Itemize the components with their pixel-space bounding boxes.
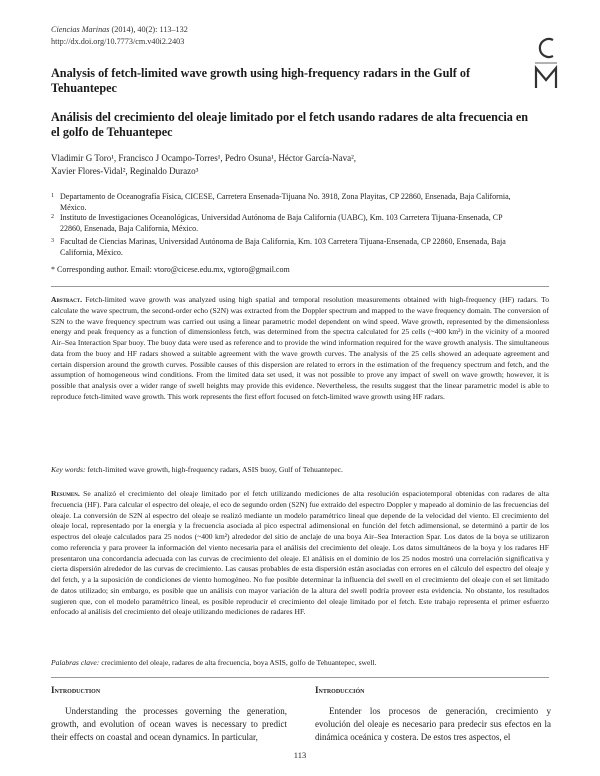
- palabras-clave: [51, 657, 549, 668]
- authors-line-2: Xavier Flores-Vidal², Reginaldo Durazo³: [51, 166, 199, 176]
- keywords: [51, 464, 549, 475]
- introduction-paragraph: Understanding the processes governing the generation, growth, and evolution of ocean waves is necessary to predict their effects on coastal and ocean dynamics. In particular,: [51, 706, 287, 742]
- palabras-label: Palabras clave:: [51, 658, 100, 667]
- divider: [51, 677, 549, 678]
- affiliation-number: 3: [51, 238, 54, 244]
- affiliation-number: 1: [51, 193, 54, 199]
- cm-journal-logo: [533, 30, 559, 92]
- keywords-label: Key words:: [51, 465, 86, 474]
- introduction-heading: Introduction: [51, 685, 101, 695]
- affiliation-number: 2: [51, 214, 54, 220]
- page-number: 113: [293, 750, 307, 760]
- journal-citation: (2014), 40(2): 113–132: [109, 25, 188, 34]
- abstract-body: Fetch-limited wave growth was analyzed using high spatial and temporal resolution measurements obtained with high-frequency (HF) radars. To calculate the wave spectrum, the second-order echo (S2N) was extracted from the Doppler spectrum and mapped to the wave frequency domain. The conversion of S2N to the wave frequency spectrum was carried out using a linear parametric model dependent on wind speed. Wave growth, represented by the dimensionless energy and peak frequency as a function of dimensionless fetch, was determined from the spectra calculated for 25 cells (~400 km²) in the vicinity of a moored Air–Sea Interaction Spar buoy. The buoy data were used as reference and to provide the wind information required for the wave growth analysis. The simultaneous data from the buoy and HF radars showed a suitable agreement with the wave growth curves. The analysis of the 25 cells showed an adequate agreement and certain dispersion around the growth curves. Possible causes of this dispersion are related to errors in the estimation of the frequency spectrum and fetch, and the assumption of homogeneous wind conditions. From the limited data set used, it was not possible to prove any impact of swell on wave growth; however, it is possible that analysis over a wider range of swell heights may provide this evidence. Nevertheless, the results suggest that the linear parametric model is able to reproduce fetch-limited wave growth. This work represents the first effort focused on fetch-limited wave growth using HF radars.: [51, 295, 549, 401]
- author-list: [51, 152, 521, 178]
- affiliation-2: [51, 212, 521, 235]
- divider: [51, 286, 549, 287]
- corresponding-author: * Corresponding author. Email: vtoro@cicese.edu.mx, vgtoro@gmail.com: [51, 265, 290, 274]
- affiliation-3: [51, 236, 521, 259]
- article-title-spanish: Análisis del crecimiento del oleaje limitado por el fetch usando radares de alta frecuencia en el golfo de Tehuantepec: [51, 110, 529, 139]
- affiliation-text: Instituto de Investigaciones Oceanológicas, Universidad Autónoma de Baja California (UABC), Km. 103 Carretera Tijuana-Ensenada, CP 22860, Ensenada, Baja California, México.: [60, 213, 503, 234]
- resumen-label: Resumen.: [51, 489, 80, 498]
- journal-header: [51, 24, 188, 48]
- affiliation-1: [51, 191, 521, 214]
- abstract-english: [51, 295, 549, 403]
- abstract-spanish: [51, 489, 549, 618]
- resumen-body: Se analizó el crecimiento del oleaje limitado por el fetch utilizando mediciones de alta resolución espaciotemporal obtenidas con radares de alta frecuencia (HF). Para calcular el espectro del oleaje, el eco de segundo orden (S2N) fue extraído del espectro Doppler y mapeado al dominio de las frecuencias del oleaje. La conversión de S2N al espectro del oleaje se realizó mediante un modelo paramétrico lineal que depende de la velocidad del viento. El crecimiento del oleaje local, representado por la energía y la frecuencia asociada al pico espectral adimensional en función del fetch adimensional, se determinó a partir de los espectros del oleaje calculados para 25 nodos (~400 km²) alrededor del sitio de anclaje de una boya Air–Sea Interaction Spar. Los datos de la boya se utilizaron como referencia y para proveer la información del viento necesaria para el análisis del crecimiento del oleaje. Los datos simultáneos de la boya y los radares HF presentaron una concordancia adecuada con las curvas de crecimiento del oleaje. El análisis en el dominio de los 25 nodos mostró una correlación significativa y cierta dispersión alrededor de las curvas de crecimiento. Las causas probables de esta dispersión están asociadas con errores en el cálculo del espectro del oleaje y del fetch, y a la suposición de condiciones de viento homogéneo. No fue posible determinar la influencia del swell en el crecimiento del oleaje con el set limitado de datos utilizado; sin embargo, es posible que un análisis con mayor variación de la altura del swell podría proveer esta evidencia. No obstante, los resultados sugieren que, con el modelo paramétrico lineal, es posible reproducir el crecimiento del oleaje limitado por el fetch. Este trabajo representa el primer esfuerzo enfocado al análisis del crecimiento del oleaje utilizando mediciones de radares HF.: [51, 489, 549, 617]
- affiliation-text: Facultad de Ciencias Marinas, Universidad Autónoma de Baja California, Km. 103 Carretera Tijuana-Ensenada, CP 22860, Ensenada, Baja California, México.: [60, 237, 506, 258]
- introduccion-paragraph: Entender los procesos de generación, crecimiento y evolución del oleaje es necesario para predecir sus efectos en la dinámica oceánica y costera. De estos tres aspectos, el: [315, 706, 551, 742]
- doi-link[interactable]: http://dx.doi.org/10.7773/cm.v40i2.2403: [51, 37, 185, 46]
- article-title-english: Analysis of fetch-limited wave growth using high-frequency radars in the Gulf of Tehuantepec: [51, 66, 471, 95]
- affiliation-text: Departamento de Oceanografía Física, CICESE, Carretera Ensenada-Tijuana No. 3918, Zona Playitas, CP 22860, Ensenada, Baja California, México.: [60, 192, 511, 213]
- keywords-body: fetch-limited wave growth, high-frequency radars, ASIS buoy, Gulf of Tehuantepec.: [85, 465, 343, 474]
- palabras-body: crecimiento del oleaje, radares de alta frecuencia, boya ASIS, golfo de Tehuantepec, swell.: [99, 658, 377, 667]
- abstract-label: Abstract.: [51, 295, 83, 304]
- authors-line-1: Vladimir G Toro¹, Francisco J Ocampo-Torres¹, Pedro Osuna¹, Héctor García-Nava²,: [51, 153, 357, 163]
- introduccion-heading: Introducción: [315, 685, 365, 695]
- journal-name: Ciencias Marinas: [51, 25, 110, 34]
